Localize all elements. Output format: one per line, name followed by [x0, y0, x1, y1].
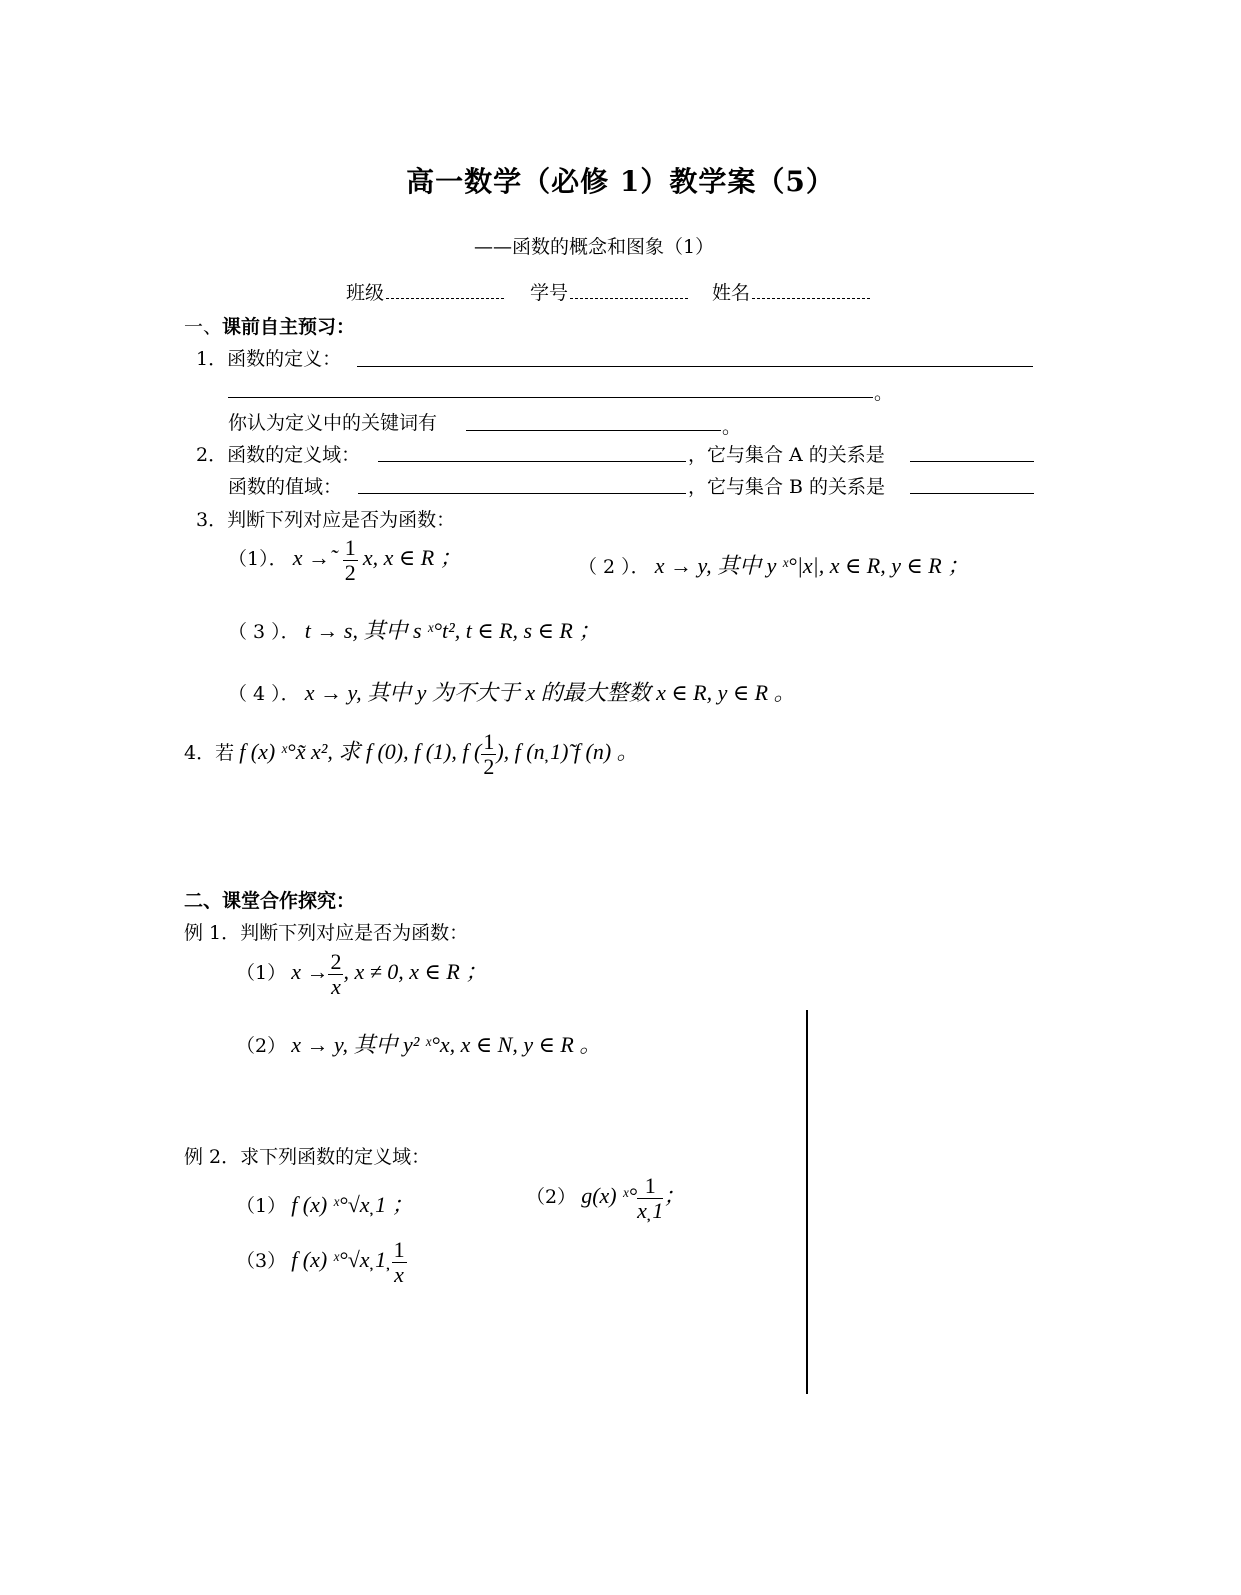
q3-item-2-label: （ 2 ）．: [578, 556, 650, 578]
q3-item-1-label: （1）．: [228, 548, 288, 570]
section2-heading: 二、课堂合作探究：: [184, 890, 356, 912]
q4-frac-num: 1: [483, 729, 495, 754]
example2-item-2-frac-num: 1: [637, 1174, 663, 1199]
class-blank[interactable]: [386, 284, 504, 299]
name-blank[interactable]: [752, 284, 870, 299]
example2-item-2-fraction: [637, 1174, 663, 1223]
example2-item-2: [526, 1174, 685, 1223]
example2-item-3-frac-den: x: [394, 1262, 404, 1287]
class-label: 班级: [346, 282, 385, 304]
q3-item-2-expr: x → y, 其中 y ˣ°|x|, x ∈ R, y ∈ R ；: [654, 553, 970, 578]
page-subtitle: ——函数的概念和图象（1）: [474, 236, 715, 258]
q3-item-3-label: （ 3 ）．: [228, 621, 300, 643]
example2-item-3-label: （3）: [236, 1250, 287, 1272]
example2-item-2-tail: ；: [663, 1183, 686, 1208]
vertical-divider: [806, 1010, 808, 1394]
q1-answer-line-2[interactable]: [228, 397, 873, 398]
q3-item-4-label: （ 4 ）．: [228, 683, 300, 705]
q1-end-mark: 。: [874, 382, 894, 404]
page-title: 高一数学（必修 1）教学案（5）: [406, 165, 835, 198]
q4: [184, 730, 639, 779]
q2-range-label: 函数的值域：: [228, 476, 343, 498]
q3-item-1-frac-den: 2: [344, 560, 356, 585]
q2-domain-line[interactable]: [378, 461, 686, 462]
section1-title: 课前自主预习：: [222, 316, 356, 338]
q3-item-3-expr: t → s, 其中 s ˣ°t², t ∈ R, s ∈ R ；: [304, 618, 601, 643]
example2-item-3-fraction: [392, 1238, 407, 1287]
example1-item-1-frac-num: 2: [330, 949, 342, 974]
example2-item-1: [236, 1188, 414, 1219]
example2-item-2-expr: g(x) ˣ°: [581, 1183, 638, 1208]
q3-item-1: [228, 536, 462, 585]
q3-item-2: [578, 549, 969, 580]
q3-item-1-tail: x, x ∈ R ；: [362, 545, 462, 570]
q1-keyword-label: 你认为定义中的关键词有: [228, 412, 438, 434]
q1-label: 1．函数的定义：: [196, 348, 342, 370]
example1-item-1-tail: , x ≠ 0, x ∈ R ；: [343, 959, 488, 984]
example1-item-2: [236, 1028, 601, 1059]
q2-range-line[interactable]: [358, 493, 686, 494]
student-id-blank[interactable]: [570, 284, 688, 299]
example1-item-1: [236, 950, 487, 999]
example1-item-2-label: （2）: [236, 1035, 287, 1057]
example1-item-1-fraction: [328, 950, 343, 999]
example2-item-3-frac-num: 1: [393, 1237, 405, 1262]
q3-label: 3．判断下列对应是否为函数：: [196, 509, 456, 531]
q3-item-4: [228, 676, 796, 707]
name-label: 姓名: [712, 282, 751, 304]
example2-item-3: [236, 1238, 407, 1287]
q2-domain-relation-line[interactable]: [910, 461, 1034, 462]
q1-keyword-line[interactable]: [466, 430, 721, 431]
q1-answer-line-1[interactable]: [357, 366, 1033, 367]
example2-item-2-frac-den: x̦ 1: [637, 1198, 664, 1223]
section1-prefix: 一、: [184, 316, 223, 338]
q3-item-1-expr: x →˜: [292, 545, 343, 570]
student-id-field: [530, 278, 688, 305]
q1-keyword-end: 。: [722, 416, 742, 438]
q3-item-1-fraction: [343, 536, 358, 585]
example1-item-1-pre: x →: [291, 959, 329, 984]
example2-item-1-expr: f (x) ˣ°√x̦ 1 ；: [291, 1192, 414, 1217]
q3-item-4-expr: x → y, 其中 y 为不大于 x 的最大整数 x ∈ R, y ∈ R 。: [304, 680, 796, 705]
example1-item-1-frac-den: x: [331, 974, 341, 999]
q4-fraction: [481, 730, 496, 779]
example2-item-1-label: （1）: [236, 1195, 287, 1217]
q2-domain-relation: ，它与集合 A 的关系是: [688, 444, 885, 466]
q4-prefix: 4．若: [184, 742, 235, 764]
name-field: [712, 278, 870, 305]
student-id-label: 学号: [530, 282, 569, 304]
section1-heading: [184, 312, 355, 339]
example1-label: 例 1．判断下列对应是否为函数：: [184, 922, 469, 944]
q2-domain-label: 2．函数的定义域：: [196, 444, 361, 466]
q2-range-relation-line[interactable]: [910, 493, 1034, 494]
q4-expr-b: ), f (n̦ 1)̃ f (n) 。: [496, 739, 639, 764]
q4-frac-den: 2: [483, 754, 495, 779]
q3-item-3: [228, 614, 600, 645]
example1-item-1-label: （1）: [236, 962, 287, 984]
q2-range-relation: ，它与集合 B 的关系是: [688, 476, 886, 498]
q4-expr-a: f (x) ˣ°x̃ x², 求 f (0), f (1), f (: [239, 739, 482, 764]
example2-item-3-expr: f (x) ˣ°√x̦ 1̦: [291, 1247, 392, 1272]
example2-label: 例 2．求下列函数的定义域：: [184, 1146, 431, 1168]
example1-item-2-expr: x → y, 其中 y² ˣ°x, x ∈ N, y ∈ R 。: [291, 1032, 602, 1057]
example2-item-2-label: （2）: [526, 1186, 577, 1208]
q3-item-1-frac-num: 1: [344, 535, 356, 560]
class-field: [346, 278, 504, 305]
